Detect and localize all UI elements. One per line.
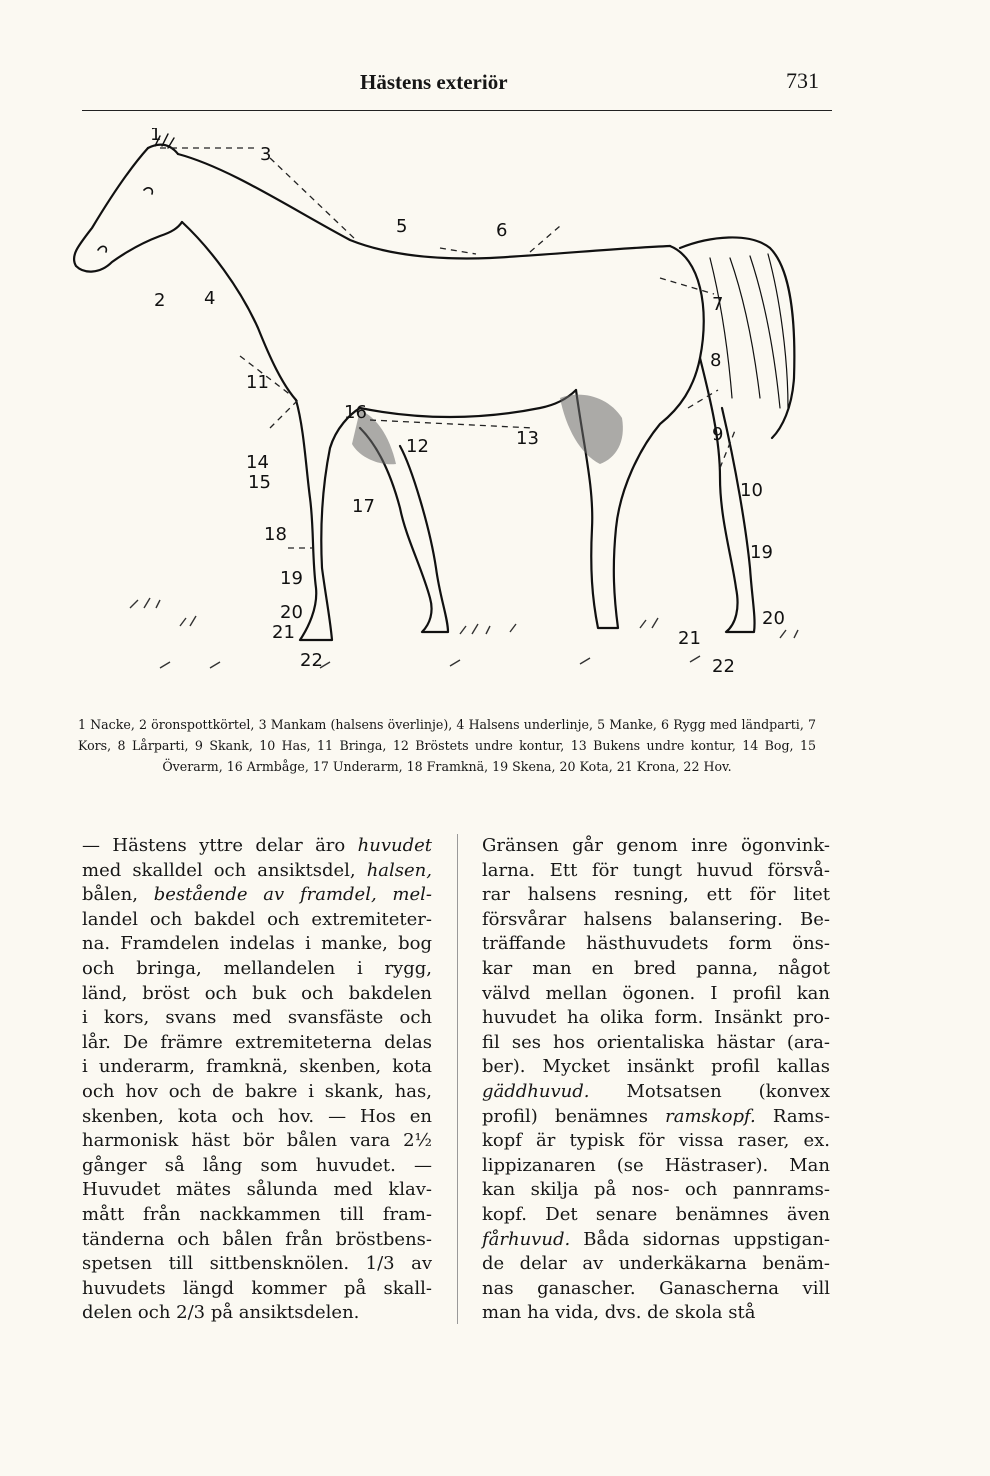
horse-tail	[680, 237, 794, 438]
horse-belly	[360, 390, 576, 417]
text-segment: mått från nackkammen till fram-	[82, 1203, 432, 1225]
text-segment: nas ganascher. Ganascherna vill	[482, 1277, 830, 1299]
label-21b: 21	[678, 628, 701, 649]
text-line	[482, 1031, 830, 1056]
text-segment: och hov och de bakre i skank, has,	[82, 1080, 432, 1102]
text-segment: försvårar halsens balansering. Be-	[482, 908, 830, 930]
horse-head-outline	[74, 148, 182, 272]
text-segment: bålen,	[82, 884, 138, 906]
text-segment: Båda sidornas uppstigan-	[570, 1228, 830, 1250]
right-column	[482, 834, 830, 1326]
italic-term: bestående av framdel, mel-	[137, 884, 432, 906]
text-line	[82, 1252, 432, 1277]
text-segment: landel och bakdel och extremiteter-	[82, 908, 432, 930]
text-segment: och bringa, mellandelen i rygg,	[82, 957, 432, 979]
text-segment: delen och 2/3 på ansiktsdelen.	[82, 1302, 360, 1324]
text-segment: rar halsens resning, ett för litet	[482, 884, 830, 906]
text-segment: i underarm, framknä, skenben, kota	[82, 1056, 432, 1078]
text-line	[82, 908, 432, 933]
label-5: 5	[396, 216, 408, 237]
horse-topline	[178, 154, 670, 258]
text-segment: larna. Ett för tungt huvud försvå-	[482, 859, 830, 881]
page-number: 731	[786, 68, 819, 93]
text-line	[482, 859, 830, 884]
text-segment: länd, bröst och buk och bakdelen	[82, 982, 432, 1004]
label-19b: 19	[750, 542, 773, 563]
text-line	[82, 1080, 432, 1105]
text-line	[82, 1105, 432, 1130]
text-segment: huvudets längd kommer på skall-	[82, 1277, 432, 1299]
text-segment: lår. De främre extremiteterna delas	[82, 1031, 432, 1053]
text-line	[82, 1055, 432, 1080]
label-2: 2	[154, 290, 166, 311]
italic-term: fårhuvud.	[482, 1228, 571, 1250]
label-13: 13	[516, 428, 539, 449]
text-segment: tänderna och bålen från bröstbens-	[82, 1228, 432, 1250]
label-21a: 21	[272, 622, 295, 643]
text-segment: välvd mellan ögonen. I profil kan	[482, 982, 830, 1004]
text-line	[482, 883, 830, 908]
column-divider	[457, 834, 458, 1324]
text-line	[82, 1006, 432, 1031]
header-rule	[82, 110, 832, 111]
label-15: 15	[248, 472, 271, 493]
italic-term: huvudet	[357, 835, 432, 856]
text-line	[482, 1006, 830, 1031]
text-line	[482, 1055, 830, 1080]
label-22b: 22	[712, 656, 735, 677]
text-segment: med skalldel och ansiktsdel,	[82, 859, 367, 881]
text-segment: huvudet ha olika form. Insänkt pro-	[482, 1007, 830, 1029]
text-segment: Huvudet mätes sålunda med klav-	[82, 1179, 432, 1201]
label-20a: 20	[280, 602, 303, 623]
text-line	[82, 982, 432, 1007]
text-segment: lippizanaren (se Hästraser). Man	[482, 1154, 830, 1176]
label-18: 18	[264, 524, 287, 545]
label-17: 17	[352, 496, 375, 517]
text-segment: kan skilja på nos- och pannrams-	[482, 1179, 830, 1201]
text-segment: kar man en bred panna, något	[482, 957, 830, 979]
text-segment: Gränsen går genom inre ögonvink-	[482, 835, 830, 856]
text-segment: Motsatsen (konvex	[589, 1080, 830, 1102]
text-segment: — Hästens yttre delar äro	[82, 835, 358, 856]
text-segment: kopf. Det senare benämnes även	[482, 1203, 830, 1225]
label-22a: 22	[300, 650, 323, 671]
text-line	[482, 1154, 830, 1179]
text-line	[482, 834, 830, 859]
text-line	[82, 1203, 432, 1228]
horse-neck-underline	[182, 222, 296, 400]
label-10: 10	[740, 480, 763, 501]
italic-term: halsen,	[366, 859, 432, 881]
label-14: 14	[246, 452, 269, 473]
label-1: 1	[150, 128, 162, 145]
text-line	[482, 1105, 830, 1130]
text-line	[482, 932, 830, 957]
text-line	[82, 957, 432, 982]
text-line	[482, 1178, 830, 1203]
text-line	[82, 1129, 432, 1154]
text-line	[482, 1129, 830, 1154]
label-3: 3	[260, 144, 272, 165]
text-segment: profil) benämnes	[482, 1105, 666, 1127]
text-line	[482, 1080, 830, 1105]
text-segment: de delar av underkäkarna benäm-	[482, 1253, 830, 1275]
label-20b: 20	[762, 608, 785, 629]
label-12: 12	[406, 436, 429, 457]
text-segment: ber). Mycket insänkt profil kallas	[482, 1056, 830, 1078]
text-line	[82, 1228, 432, 1253]
text-line	[482, 1277, 830, 1302]
text-line	[82, 932, 432, 957]
text-line	[482, 1301, 830, 1326]
text-segment: harmonisk häst bör bålen vara 2½	[82, 1130, 432, 1152]
text-line	[82, 834, 432, 859]
text-segment: man ha vida, dvs. de skola stå	[482, 1302, 756, 1324]
label-4: 4	[204, 288, 216, 309]
label-19a: 19	[280, 568, 303, 589]
text-line	[482, 1228, 830, 1253]
horse-front-leg-near	[296, 400, 360, 640]
text-segment: i kors, svans med svansfäste och	[82, 1007, 432, 1029]
stifle-shading	[560, 395, 623, 464]
text-line	[82, 1301, 432, 1326]
label-9: 9	[712, 424, 724, 445]
text-line	[482, 908, 830, 933]
italic-term: ramskopf.	[665, 1105, 756, 1127]
text-line	[82, 859, 432, 884]
text-line	[482, 982, 830, 1007]
italic-term: gäddhuvud.	[482, 1080, 590, 1102]
text-line	[482, 957, 830, 982]
text-line	[482, 1203, 830, 1228]
text-line	[82, 883, 432, 908]
text-line	[82, 1154, 432, 1179]
label-8: 8	[710, 350, 722, 371]
running-header-title: Hästens exteriör	[360, 70, 508, 94]
text-segment: träffande hästhuvudets form öns-	[482, 933, 830, 955]
left-column	[82, 834, 432, 1326]
figure-caption: 1 Nacke, 2 öronspottkörtel, 3 Mankam (halsens överlinje), 4 Halsens underlinje, 5 Manke, 6 Rygg med ländparti, 7 Kors, 8 Lårparti, 9 Skank, 10 Has, 11 Bringa, 12 Bröstets undre kontur, 13 Bukens undre kontur, 14 Bog, 15 Överarm, 16 Armbåge, 17 Underarm, 18 Framknä, 19 Skena, 20 Kota, 21 Krona, 22 Hov.	[78, 717, 816, 774]
text-segment: gånger så lång som huvudet. —	[82, 1154, 432, 1176]
horse-ear	[148, 145, 178, 154]
label-16: 16	[344, 402, 367, 423]
text-segment: Rams-	[755, 1105, 830, 1127]
text-segment: kopf är typisk för vissa raser, ex.	[482, 1130, 830, 1152]
text-line	[82, 1031, 432, 1056]
text-segment: na. Framdelen indelas i manke, bog	[82, 933, 432, 955]
label-11: 11	[246, 372, 269, 393]
horse-diagram	[60, 128, 840, 708]
text-line	[82, 1277, 432, 1302]
text-segment: fil ses hos orientaliska hästar (ara-	[482, 1031, 830, 1053]
text-segment: skenben, kota och hov. — Hos en	[82, 1105, 432, 1127]
text-segment: spetsen till sittbensknölen. 1/3 av	[82, 1253, 432, 1275]
label-7: 7	[712, 294, 724, 315]
text-line	[82, 1178, 432, 1203]
text-line	[482, 1252, 830, 1277]
label-6: 6	[496, 220, 508, 241]
